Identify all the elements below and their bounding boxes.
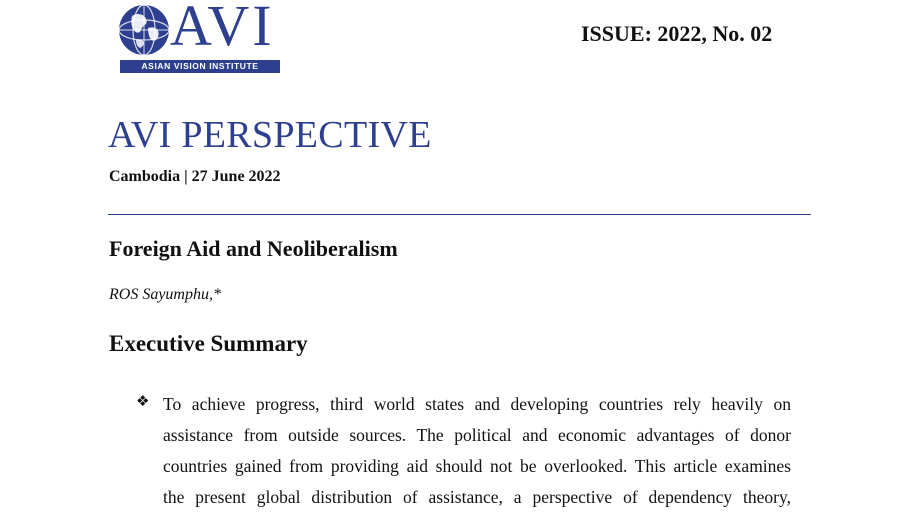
logo-tagline: ASIAN VISION INSTITUTE — [120, 60, 280, 73]
executive-summary-heading: Executive Summary — [109, 331, 308, 356]
diamond-bullet-icon: ❖ — [136, 392, 150, 410]
summary-line: To achieve progress, third world states and developing countries rely heavily on — [163, 394, 791, 414]
summary-line: the present global distribution of assistance, a perspective of dependency theory, — [163, 487, 791, 507]
logo-wordmark: AVI — [170, 0, 275, 58]
globe-icon — [118, 4, 170, 56]
article-title: Foreign Aid and Neoliberalism — [109, 236, 398, 261]
dateline: Cambodia | 27 June 2022 — [109, 168, 281, 185]
publication-title: AVI PERSPECTIVE — [108, 114, 432, 156]
executive-summary-text — [163, 389, 791, 513]
article-author: ROS Sayumphu,* — [109, 286, 221, 303]
avi-logo — [118, 2, 280, 74]
issue-number: ISSUE: 2022, No. 02 — [581, 21, 773, 46]
summary-line: assistance from outside sources. The political and economic advantages of donor — [163, 425, 791, 445]
summary-line: countries gained from providing aid should not be overlooked. This article examines — [163, 456, 791, 476]
header-divider — [108, 214, 811, 215]
